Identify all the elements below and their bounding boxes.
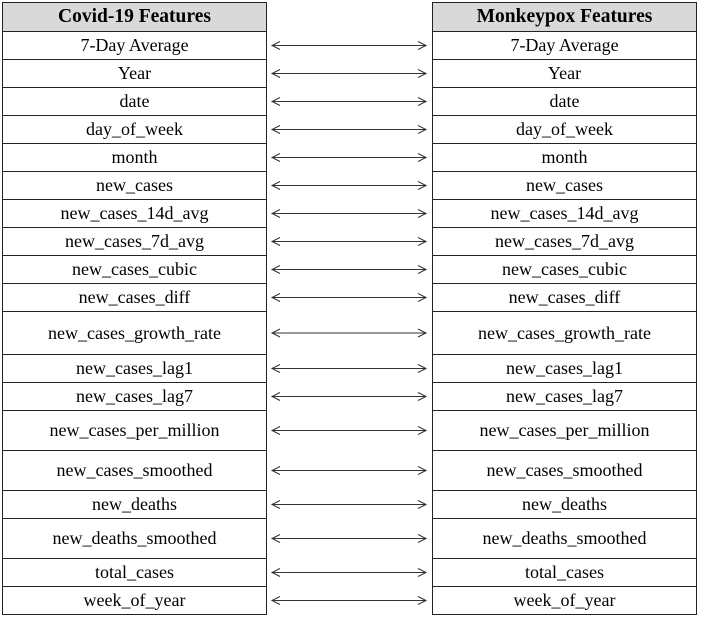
covid-feature-16: new_deaths_smoothed [2, 518, 267, 559]
double-arrow-icon [272, 597, 426, 605]
covid-feature-0: 7-Day Average [2, 31, 267, 60]
double-arrow-icon [272, 126, 426, 134]
monkeypox-feature-7: new_cases_7d_avg [432, 227, 697, 256]
double-arrow-icon [272, 70, 426, 78]
covid-feature-11: new_cases_lag1 [2, 354, 267, 383]
monkeypox-feature-16: new_deaths_smoothed [432, 518, 697, 559]
monkeypox-feature-1: Year [432, 59, 697, 88]
covid-feature-1: Year [2, 59, 267, 88]
covid-feature-14: new_cases_smoothed [2, 450, 267, 491]
covid-feature-17: total_cases [2, 558, 267, 587]
monkeypox-features-header: Monkeypox Features [432, 2, 697, 32]
monkeypox-feature-0: 7-Day Average [432, 31, 697, 60]
covid-feature-2: date [2, 87, 267, 116]
monkeypox-feature-3: day_of_week [432, 115, 697, 144]
monkeypox-feature-8: new_cases_cubic [432, 255, 697, 284]
double-arrow-icon [272, 569, 426, 577]
covid-feature-10: new_cases_growth_rate [2, 311, 267, 355]
covid-features-header: Covid-19 Features [2, 2, 267, 32]
covid-feature-6: new_cases_14d_avg [2, 199, 267, 228]
monkeypox-feature-13: new_cases_per_million [432, 410, 697, 451]
monkeypox-feature-4: month [432, 143, 697, 172]
covid-feature-3: day_of_week [2, 115, 267, 144]
double-arrow-icon [272, 210, 426, 218]
monkeypox-feature-15: new_deaths [432, 490, 697, 519]
double-arrow-icon [272, 98, 426, 106]
monkeypox-feature-10: new_cases_growth_rate [432, 311, 697, 355]
double-arrow-icon [272, 266, 426, 274]
monkeypox-feature-2: date [432, 87, 697, 116]
covid-feature-12: new_cases_lag7 [2, 382, 267, 411]
covid-feature-13: new_cases_per_million [2, 410, 267, 451]
monkeypox-feature-12: new_cases_lag7 [432, 382, 697, 411]
covid-feature-18: week_of_year [2, 586, 267, 615]
double-arrow-icon [272, 329, 426, 337]
covid-feature-4: month [2, 143, 267, 172]
monkeypox-feature-11: new_cases_lag1 [432, 354, 697, 383]
monkeypox-feature-5: new_cases [432, 171, 697, 200]
double-arrow-icon [272, 393, 426, 401]
monkeypox-feature-6: new_cases_14d_avg [432, 199, 697, 228]
double-arrow-icon [272, 427, 426, 435]
monkeypox-feature-18: week_of_year [432, 586, 697, 615]
monkeypox-feature-9: new_cases_diff [432, 283, 697, 312]
monkeypox-feature-17: total_cases [432, 558, 697, 587]
double-arrow-icon [272, 294, 426, 302]
covid-feature-5: new_cases [2, 171, 267, 200]
monkeypox-feature-14: new_cases_smoothed [432, 450, 697, 491]
covid-feature-15: new_deaths [2, 490, 267, 519]
covid-feature-9: new_cases_diff [2, 283, 267, 312]
double-arrow-icon [272, 501, 426, 509]
covid-features-column [2, 2, 267, 615]
double-arrow-icon [272, 365, 426, 373]
double-arrow-icon [272, 42, 426, 50]
monkeypox-features-column [432, 2, 697, 615]
covid-feature-7: new_cases_7d_avg [2, 227, 267, 256]
double-arrow-icon [272, 535, 426, 543]
double-arrow-icon [272, 182, 426, 190]
double-arrow-icon [272, 154, 426, 162]
double-arrow-icon [272, 467, 426, 475]
double-arrow-icon [272, 238, 426, 246]
covid-feature-8: new_cases_cubic [2, 255, 267, 284]
